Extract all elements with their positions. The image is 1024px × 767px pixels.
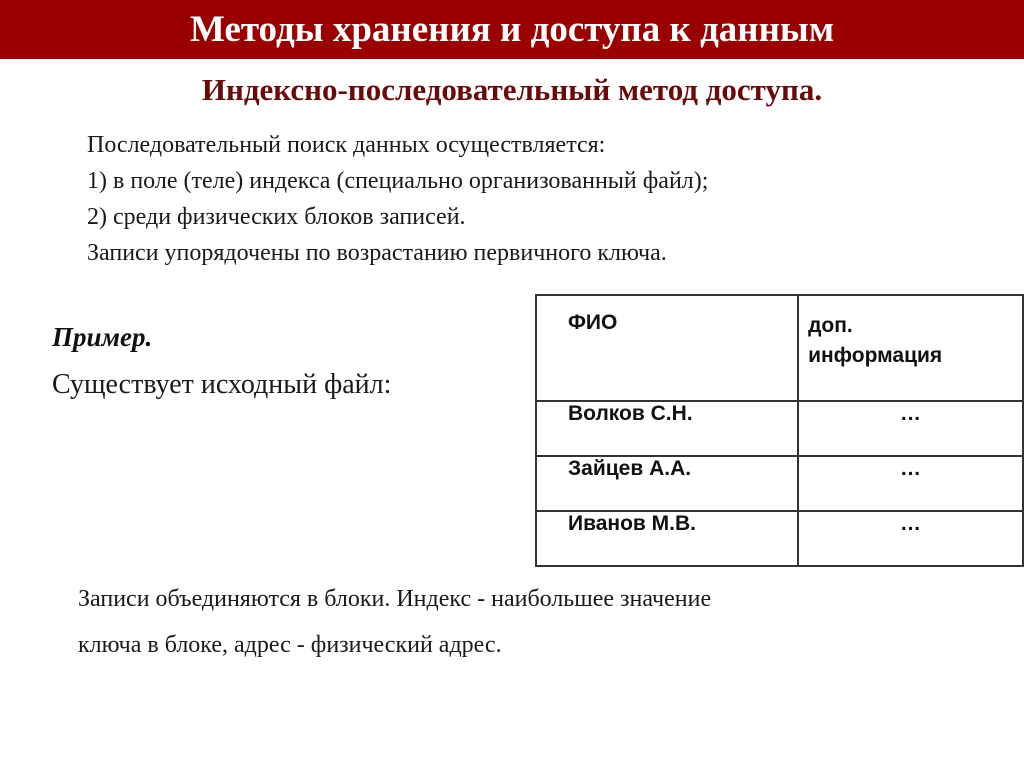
table-header-row [536,295,1023,401]
intro-line: 1) в поле (теле) индекса (специально организованный файл); [87,168,709,194]
intro-text [87,127,708,271]
cell-info: … [798,401,1023,456]
slide-subtitle: Индексно-последовательный метод доступа. [201,72,823,107]
footer-line: Записи объединяются в блоки. Индекс - наибольшее значение [78,586,712,612]
table-row [536,401,1023,456]
intro-line: Последовательный поиск данных осуществляется: [87,132,606,158]
table-row [536,456,1023,511]
example-heading: Пример. [52,322,153,352]
cell-name: Иванов М.В. [536,511,798,566]
slide-title: Методы хранения и доступа к данным [189,9,835,50]
cell-name: Зайцев А.А. [536,456,798,511]
footer-text [78,576,711,668]
table-row [536,511,1023,566]
source-file-table [535,294,1024,567]
intro-line: Записи упорядочены по возрастанию первичного ключа. [87,240,667,266]
footer-line: ключа в блоке, адрес - физический адрес. [78,632,502,658]
slide-title-bar [0,0,1024,59]
cell-info: … [798,511,1023,566]
example-description: Существует исходный файл: [52,369,392,400]
header-cell-fio: ФИО [536,295,798,401]
intro-line: 2) среди физических блоков записей. [87,204,466,230]
cell-name: Волков С.Н. [536,401,798,456]
cell-info: … [798,456,1023,511]
header-cell-info: доп. информация [798,295,1023,401]
